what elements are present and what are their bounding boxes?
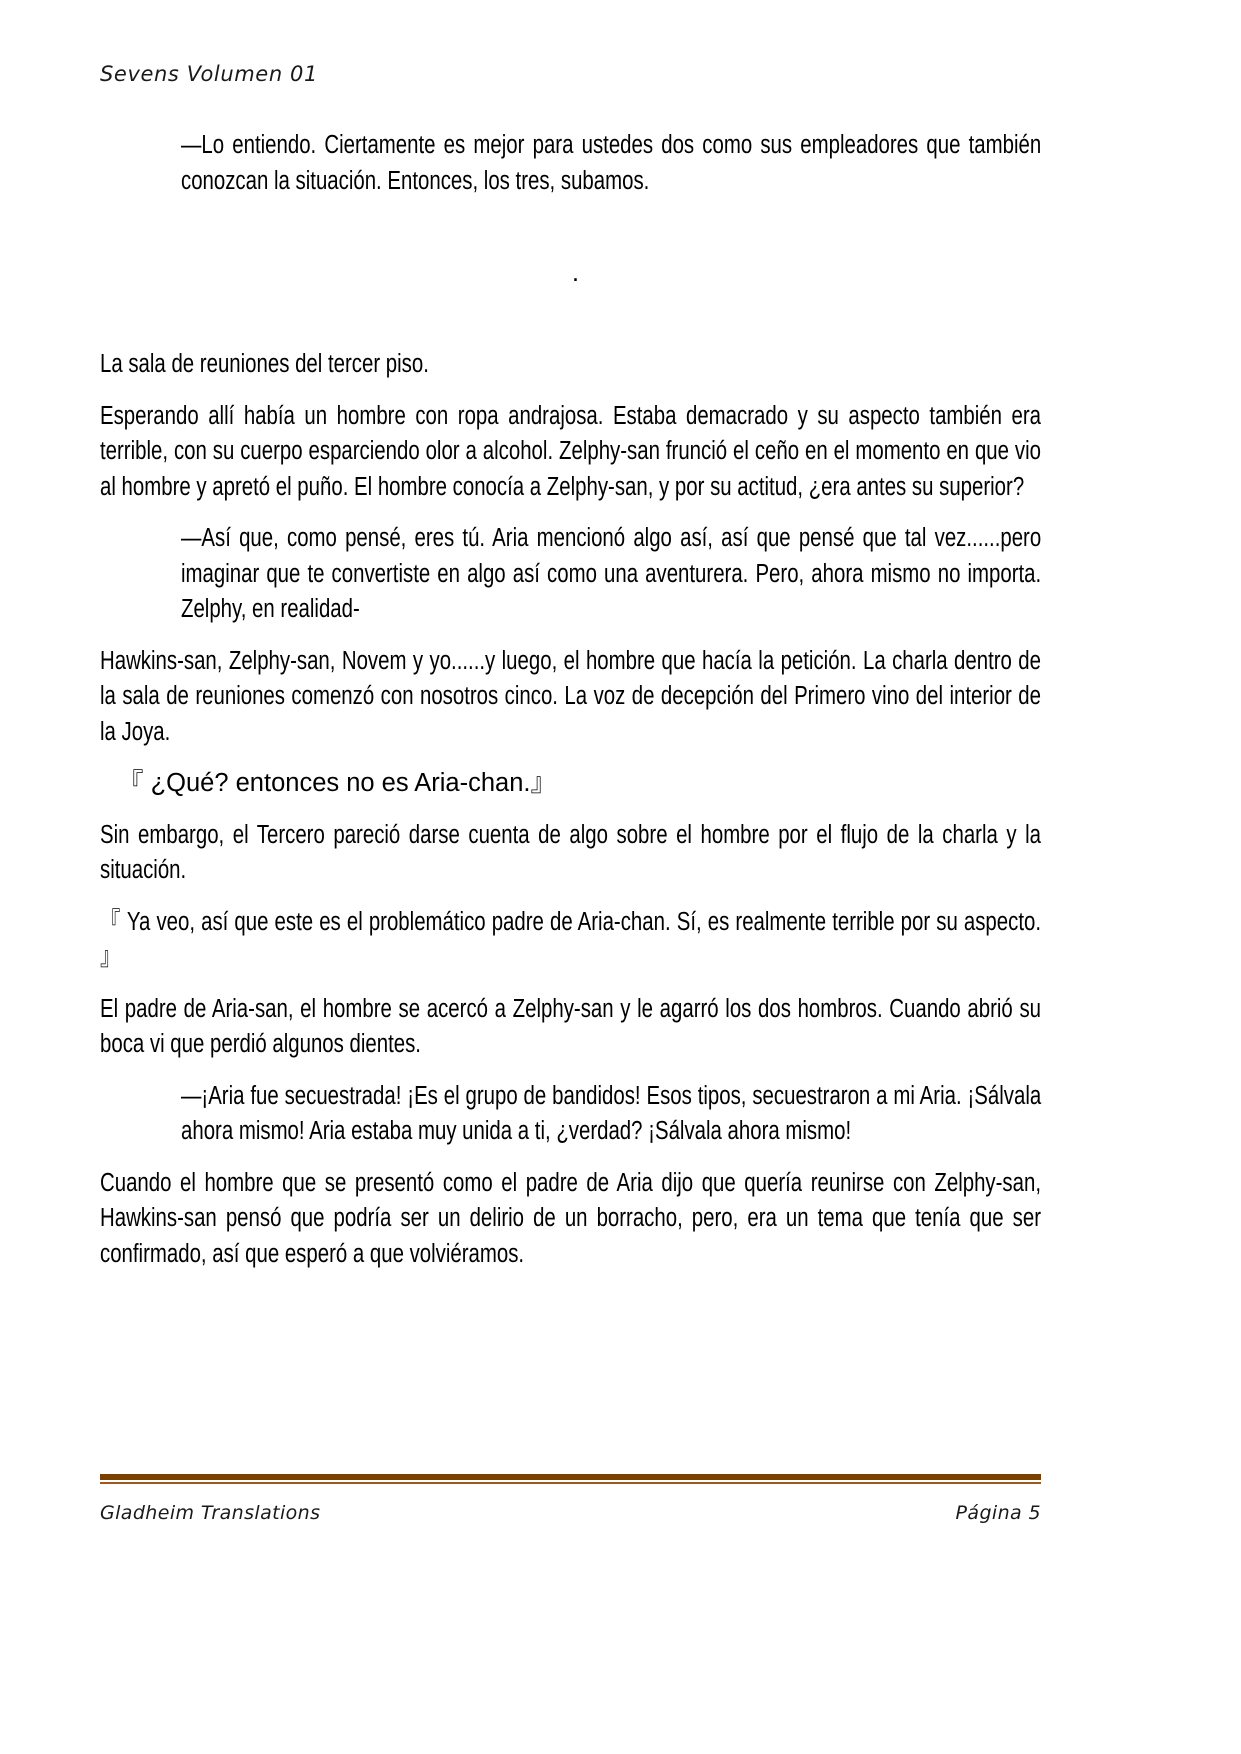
paragraph-narration: Cuando el hombre que se presentó como el padre de Aria dijo que quería reunirse con Zelphy-san, Hawkins-san pensó que podría ser un delirio de un borracho, pero, era un tema que tenía que ser confirmado, así que esperó a que volviéramos. (100, 1168, 1041, 1268)
paragraph-narration: Sin embargo, el Tercero pareció darse cuenta de algo sobre el hombre por el flujo de la charla y la situación. (100, 820, 1041, 884)
paragraph-dialogue: —¡Aria fue secuestrada! ¡Es el grupo de bandidos! Esos tipos, secuestraron a mi Aria. ¡Sálvala ahora mismo! Aria estaba muy unida a ti, ¿verdad? ¡Sálvala ahora mismo! (181, 1081, 1042, 1145)
footer-page-number: Página 5 (955, 1502, 1041, 1524)
footer-row (100, 1502, 1041, 1524)
header-title: Sevens Volumen 01 (100, 62, 318, 86)
paragraph-narration: Esperando allí había un hombre con ropa andrajosa. Estaba demacrado y su aspecto también era terrible, con su cuerpo esparciendo olor a alcohol. Zelphy-san frunció el ceño en el momento en que vio al hombre y apretó el puño. El hombre conocía a Zelphy-san, y por su actitud, ¿era antes su superior? (100, 401, 1041, 501)
document-body (100, 128, 1041, 1272)
paragraph-dialogue: —Lo entiendo. Ciertamente es mejor para ustedes dos como sus empleadores que también conozcan la situación. Entonces, los tres, subamos. (181, 131, 1042, 195)
spacer (100, 215, 1041, 259)
paragraph-narration: Hawkins-san, Zelphy-san, Novem y yo......y luego, el hombre que hacía la petición. La charla dentro de la sala de reuniones comenzó con nosotros cinco. La voz de decepción del Primero vino del interior de la Joya. (100, 646, 1041, 746)
spacer (100, 285, 1041, 347)
paragraph-dialogue: —Así que, como pensé, eres tú. Aria mencionó algo así, así que pensé que tal vez......pero imaginar que te convertiste en algo así como una aventurera. Pero, ahora mismo no importa. Zelphy, en realidad- (181, 524, 1042, 623)
page-footer (100, 1474, 1041, 1524)
paragraph-narration: El padre de Aria-san, el hombre se acercó a Zelphy-san y le agarró los dos hombros. Cuando abrió su boca vi que perdió algunos dientes. (100, 994, 1041, 1058)
scene-break-dot: . (571, 257, 580, 287)
page-header (100, 62, 1041, 102)
footer-rule-thin (100, 1482, 1041, 1484)
paragraph-narration: La sala de reuniones del tercer piso. (100, 350, 429, 378)
paragraph-bracket-quote: 『 Ya veo, así que este es el problemático padre de Aria-chan. Sí, es realmente terrible por su aspecto. 』 (100, 907, 1041, 971)
paragraph-bracket-quote: 『 ¿Qué? entonces no es Aria-chan.』 (118, 769, 556, 797)
footer-translator-credit: Gladheim Translations (100, 1502, 321, 1524)
